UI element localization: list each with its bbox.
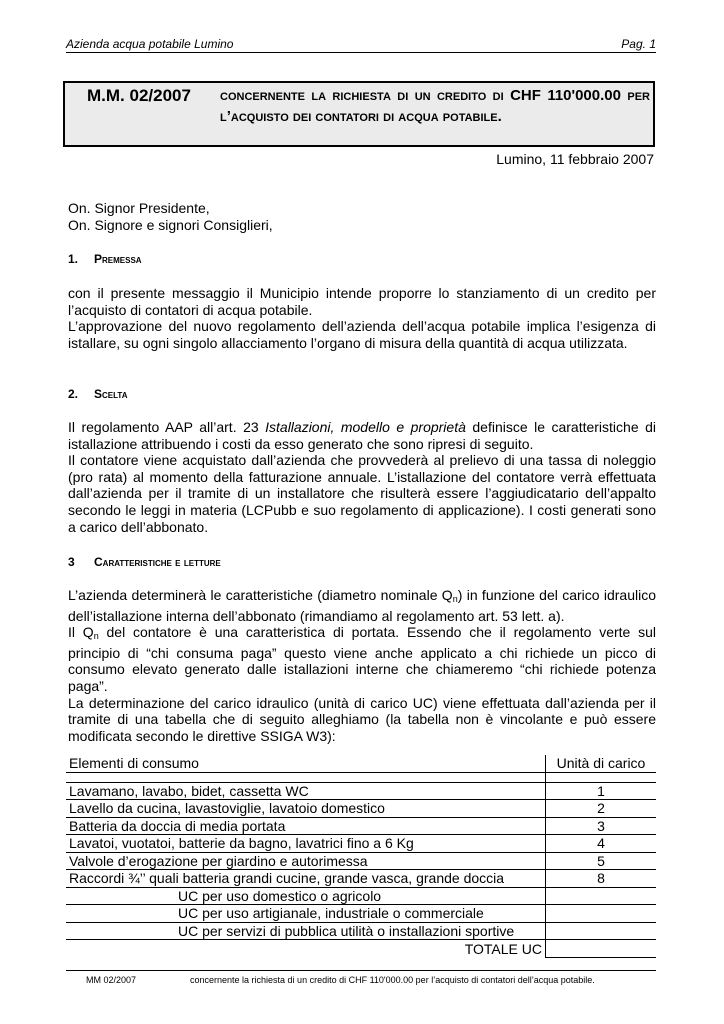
table-cell: 5 [546, 852, 657, 870]
section-title: Scelta [94, 387, 128, 401]
paragraph [68, 419, 656, 535]
table-cell: TOTALE UC [66, 940, 546, 958]
table-row [66, 835, 656, 853]
text-run: Il regolamento AAP all’art. 23 [68, 419, 266, 435]
footer-ref: MM 02/2007 [86, 975, 137, 985]
table-cell: Lavamano, lavabo, bidet, cassetta WC [66, 782, 546, 800]
table-row [66, 817, 656, 835]
table-cell: Raccordi ¾’’ quali batteria grandi cucine, grande vasca, grande doccia [66, 870, 546, 888]
salutation-line: On. Signore e signori Consiglieri, [68, 216, 273, 233]
table-row [66, 852, 656, 870]
table-cell: 4 [546, 835, 657, 853]
table-row [66, 870, 656, 888]
table-cell [546, 905, 657, 923]
table-row [66, 922, 656, 940]
text-run: definisce le caratteristiche di istallazione attribuendo i costi da esso generato che sono ripresi di seguito. [68, 419, 656, 452]
paragraph-text: Il contatore viene acquistato dall’azienda che provvederà al prelievo di una tassa di noleggio (pro rata) al momento della fatturazione annuale. L’istallazione del contatore verrà effettuata dall’azienda per il tramite di un installatore che risulterà essere l’aggiudicatario dell’appalto secondo le leggi in materia (LCPubb e suo regolamento di applicazione). I costi generati sono a carico dell’abbonato. [68, 452, 656, 535]
table-cell [546, 940, 657, 958]
message-number: M.M. 02/2007 [87, 86, 191, 105]
table-cell: UC per servizi di pubblica utilità o installazioni sportive [66, 922, 546, 940]
column-header: Unità di carico [546, 755, 657, 772]
load-units-table [66, 755, 656, 958]
message-subject: concernente la richiesta di un credito di CHF 110'000.00 per l’acquisto dei contatori di acqua potabile. [220, 87, 650, 125]
document-date: Lumino, 11 febbraio 2007 [496, 151, 654, 167]
footer-text: concernente la richiesta di un credito di CHF 110'000.00 per l’acquisto di contatori dell’acqua potabile. [190, 975, 595, 985]
text-run: Il Q [68, 624, 94, 641]
table-spacer [66, 772, 656, 782]
table-cell: 2 [546, 800, 657, 818]
table-cell: 8 [546, 870, 657, 888]
subscript: n [93, 631, 99, 642]
table-cell: 1 [546, 782, 657, 800]
table-row [66, 782, 656, 800]
table-cell: UC per uso domestico o agricolo [66, 887, 546, 905]
section-heading [68, 252, 142, 266]
table-header-row [66, 755, 656, 772]
column-header: Elementi di consumo [66, 755, 546, 772]
page-header [66, 37, 656, 53]
page-number: Pag. 1 [621, 37, 656, 51]
text-run: ) in funzione del carico idraulico dell’istallazione interna dell’abbonato (rimandiamo al regolamento art. 53 lett. a). [68, 587, 656, 624]
table-total-row [66, 940, 656, 958]
table-cell [546, 922, 657, 940]
section-title: Premessa [94, 252, 142, 266]
table-cell: UC per uso artigianale, industriale o commerciale [66, 905, 546, 923]
section-title: Caratteristiche e letture [94, 555, 221, 569]
section-number: 3 [68, 555, 75, 569]
text-run: L’azienda determinerà le caratteristiche (diametro nominale Q [68, 587, 453, 603]
paragraph-text [68, 624, 656, 694]
paragraph-text: L’approvazione del nuovo regolamento dell’azienda dell’acqua potabile implica l’esigenza di istallare, su ogni singolo allacciamento l’organo di misura della quantità di acqua utilizzata. [68, 318, 656, 351]
table-cell: Lavello da cucina, lavastoviglie, lavatoio domestico [66, 800, 546, 818]
table-cell: Batteria da doccia di media portata [66, 817, 546, 835]
table-cell: Lavatoi, vuotatoi, batterie da bagno, lavatrici fino a 6 Kg [66, 835, 546, 853]
text-run: del contatore è una caratteristica di portata. Essendo che il regolamento verte sul principio di “chi consuma paga” questo viene anche applicato a chi richiede un picco di consumo elevato generato dalle istallazioni interne che chiameremo “chi richiede potenza paga”. [68, 624, 657, 694]
page-footer [66, 970, 656, 985]
subscript: n [452, 594, 458, 604]
salutation-line: On. Signor Presidente, [68, 200, 210, 216]
section-number: 2. [68, 387, 79, 401]
section-number: 1. [68, 252, 79, 266]
paragraph-text: La determinazione del carico idraulico (unità di carico UC) viene effettuata dall’azienda per il tramite di una tabella che di seguito alleghiamo (la tabella non è vincolante e può essere modificata secondo le direttive SSIGA W3): [68, 694, 656, 744]
table-cell [546, 887, 657, 905]
table-cell: 3 [546, 817, 657, 835]
table-cell: Valvole d’erogazione per giardino e autorimessa [66, 852, 546, 870]
section-heading [68, 387, 127, 401]
table-row [66, 905, 656, 923]
table-row [66, 800, 656, 818]
salutation [68, 200, 656, 233]
title-box [63, 81, 655, 147]
section-heading [68, 555, 221, 569]
paragraph-text: con il presente messaggio il Municipio intende proporre lo stanziamento di un credito per l’acquisto di contatori di acqua potabile. [68, 285, 656, 318]
paragraph-text [68, 587, 656, 624]
table-row [66, 887, 656, 905]
header-org: Azienda acqua potabile Lumino [66, 37, 234, 51]
paragraph-text [68, 419, 656, 452]
paragraph [68, 285, 656, 351]
article-title: Istallazioni, modello e proprietà [265, 419, 466, 435]
paragraph [68, 587, 656, 744]
